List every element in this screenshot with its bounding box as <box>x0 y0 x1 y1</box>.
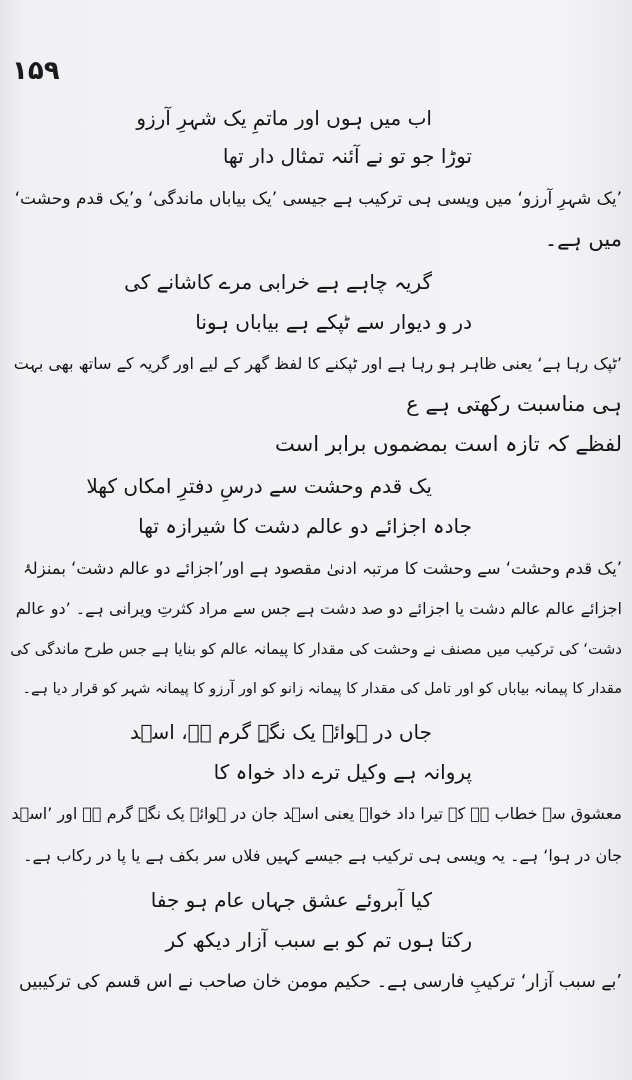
prose-line-9: معشوق سے خطاب ہے کہ تیرا داد خواہ یعنی اسؔد جان در ہوائے یک نگہِ گرم ہے اور ’اسؔد <box>11 804 622 823</box>
prose-line-6: اجزائے عالم عالم دشت یا اجزائے دو صد دشت ہے جس سے مراد کثرتِ ویرانی ہے۔ ’دو عالم <box>15 599 622 618</box>
prose-line-7: دشت‘ کی ترکیب میں مصنف نے وحشت کی مقدار کا پیمانہ عالم کو بنایا ہے جس طرح ماندگی کی <box>10 640 622 658</box>
verse-line-4: در و دیوار سے ٹپکے ہے بیاباں ہونا <box>195 310 472 334</box>
prose-line-8: مقدار کا پیمانہ بیاباں کو اور تامل کی مقدار کا پیمانہ زانو کو اور آرزو کا پیمانہ شہر کو قرار دیا ہے۔ <box>22 681 622 697</box>
page-number: ۱۵۹ <box>12 56 60 86</box>
prose-line-3: ’ٹپک رہا ہے‘ یعنی ظاہر ہو رہا ہے اور ٹپکنے کا لفظ گھر کے لیے اور گریہ کے ساتھ بھی بہت <box>13 354 622 373</box>
prose-line-11: ’بے سبب آزار‘ ترکیبِ فارسی ہے۔ حکیم مومن خان صاحب نے اس قسم کی ترکیبیں <box>19 972 622 992</box>
verse-line-1: اب میں ہوں اور ماتمِ یک شہرِ آرزو <box>136 106 432 130</box>
quote-line: لفظے کہ تازہ است بمضموں برابر است <box>274 432 622 456</box>
prose-line-5: ’یک قدم وحشت‘ سے وحشت کا مرتبہ ادنیٰ مقصود ہے اور’اجزائے دو عالم دشت‘ بمنزلۂ <box>23 559 622 578</box>
verse-line-6: جادہ اجزائے دو عالم دشت کا شیرازہ تھا <box>138 514 472 538</box>
verse-line-5: یک قدم وحشت سے درسِ دفترِ امکاں کھلا <box>86 474 432 498</box>
prose-line-4: ہی مناسبت رکھتی ہے ع <box>406 392 622 416</box>
verse-line-10: رکتا ہوں تم کو بے سبب آزار دیکھ کر <box>165 928 472 952</box>
verse-line-3: گریہ چاہے ہے خرابی مرے کاشانے کی <box>124 270 432 294</box>
prose-line-10: جان در ہوا‘ ہے۔ یہ ویسی ہی ترکیب ہے جیسے کہیں فلاں سر بکف ہے یا پا در رکاب ہے۔ <box>23 846 622 865</box>
verse-line-8: پروانہ ہے وکیل ترے داد خواہ کا <box>213 760 472 784</box>
verse-line-7: جاں در ہوائے یک نگہِ گرم ہے، اسؔد <box>130 720 432 744</box>
verse-line-9: کیا آبروئے عشق جہاں عام ہو جفا <box>150 888 432 912</box>
prose-line-2: میں ہے۔ <box>544 227 622 251</box>
prose-line-1: ’یک شہرِ آرزو‘ میں ویسی ہی ترکیب ہے جیسی ’یک بیاباں ماندگی‘ و’یک قدم وحشت‘ <box>14 189 622 209</box>
verse-line-2: توڑا جو تو نے آئنہ تمثال دار تھا <box>222 144 472 168</box>
